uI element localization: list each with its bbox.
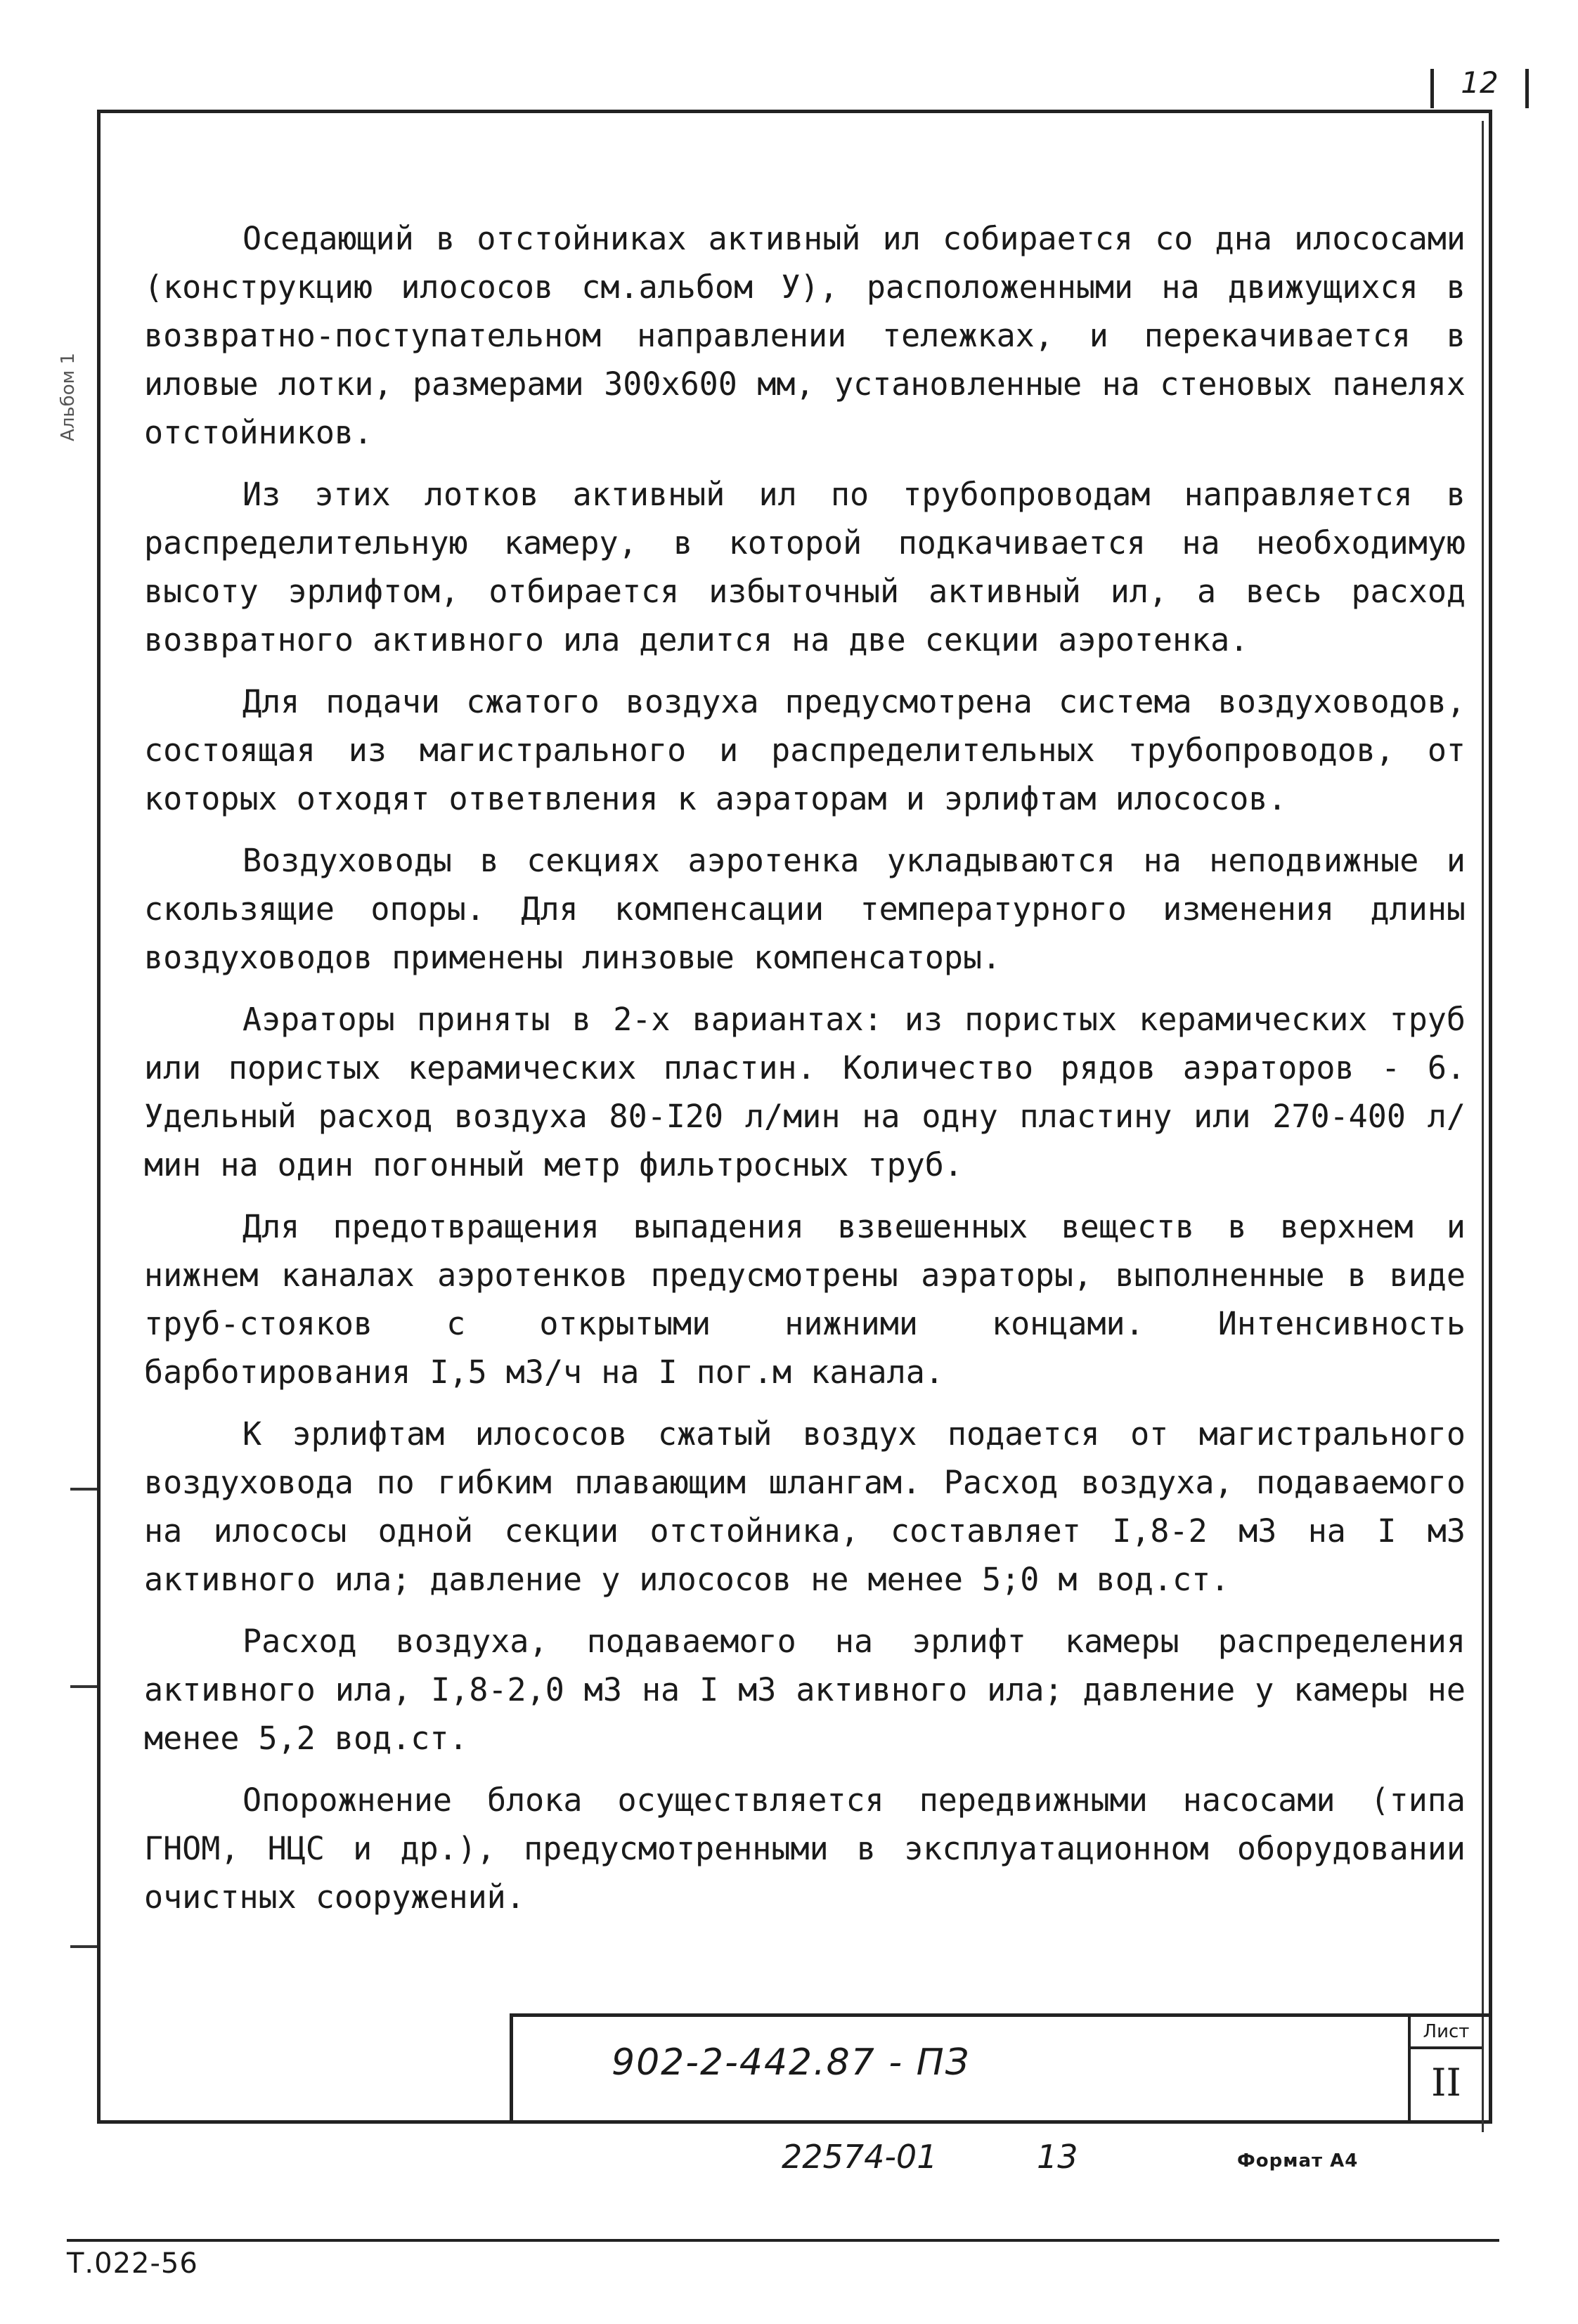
sheet-divider: [1411, 2046, 1482, 2049]
paragraph: Опорожнение блока осуществляется передвижными насосами (типа ГНОМ, НЦС и др.), предусмотренными в эксплуатационном оборудовании очистных сооружений.: [144, 1781, 1466, 1916]
paragraph: Расход воздуха, подаваемого на эрлифт камеры распределения активного ила, I,8-2,0 м3 на I м3 активного ила; давление у камеры не менее 5,2 вод.ст.: [144, 1623, 1466, 1757]
sheet-number: II: [1431, 2060, 1461, 2105]
sheet-box: [1408, 2017, 1482, 2124]
paragraph: Воздуховоды в секциях аэротенка укладываются на неподвижные и скользящие опоры. Для компенсации температурного изменения длины воздуховодов применены линзовые компенсаторы.: [144, 842, 1466, 976]
margin-tick: [70, 1488, 97, 1491]
paragraph: Оседающий в отстойниках активный ил собирается со дна илососами (конструкцию илососов см.альбом У), расположенными на движущихся в возвратно-поступательном направлении тележках, и перекачивается в иловые лотки, размерами 300х600 мм, установленные на стеновых панелях отстойников.: [144, 220, 1466, 451]
format-label: Формат А4: [1237, 2150, 1359, 2172]
corner-sheet-number: 12: [1430, 69, 1529, 108]
margin-tick: [70, 1945, 97, 1948]
bottom-rule: [67, 2239, 1499, 2242]
paragraph: Для предотвращения выпадения взвешенных веществ в верхнем и нижнем каналах аэротенков предусмотрены аэраторы, выполненные в виде труб-стояков с открытыми нижними концами. Интенсивность барботирования I,5 м3/ч на I пог.м канала.: [144, 1208, 1466, 1391]
copy-number: 13: [1037, 2138, 1078, 2176]
margin-stamp: [58, 320, 79, 474]
frame-inner-rule: [1482, 121, 1484, 2132]
margin-stamp-text: Альбом 1: [58, 352, 79, 442]
paragraph: Для подачи сжатого воздуха предусмотрена система воздуховодов, состоящая из магистрального и распределительных трубопроводов, от которых отходят ответвления к аэраторам и эрлифтам илососов.: [144, 683, 1466, 817]
document-code: 902-2-442.87 - ПЗ: [612, 2041, 971, 2084]
sheet-label: Лист: [1423, 2021, 1470, 2042]
paragraph: К эрлифтам илососов сжатый воздух подается от магистрального воздуховода по гибким плавающим шлангам. Расход воздуха, подаваемого на илососы одной секции отстойника, составляет I,8-2 м3 на I м3 активного ила; давление у илососов не менее 5;0 м вод.ст.: [144, 1415, 1466, 1598]
paragraph: Аэраторы приняты в 2-х вариантах: из пористых керамических труб или пористых керамических пластин. Количество рядов аэраторов - 6. Удельный расход воздуха 80-I20 л/мин на одну пластину или 270-400 л/мин на один погонный метр фильтросных труб.: [144, 1001, 1466, 1183]
body-text: [144, 214, 1466, 1935]
form-code: Т.022-56: [67, 2247, 198, 2280]
margin-tick: [70, 1685, 97, 1688]
paragraph: Из этих лотков активный ил по трубопроводам направляется в распределительную камеру, в которой подкачивается на необходимую высоту эрлифтом, отбирается избыточный активный ил, а весь расход возвратного активного ила делится на две секции аэротенка.: [144, 476, 1466, 658]
inventory-number: 22574-01: [782, 2138, 938, 2176]
